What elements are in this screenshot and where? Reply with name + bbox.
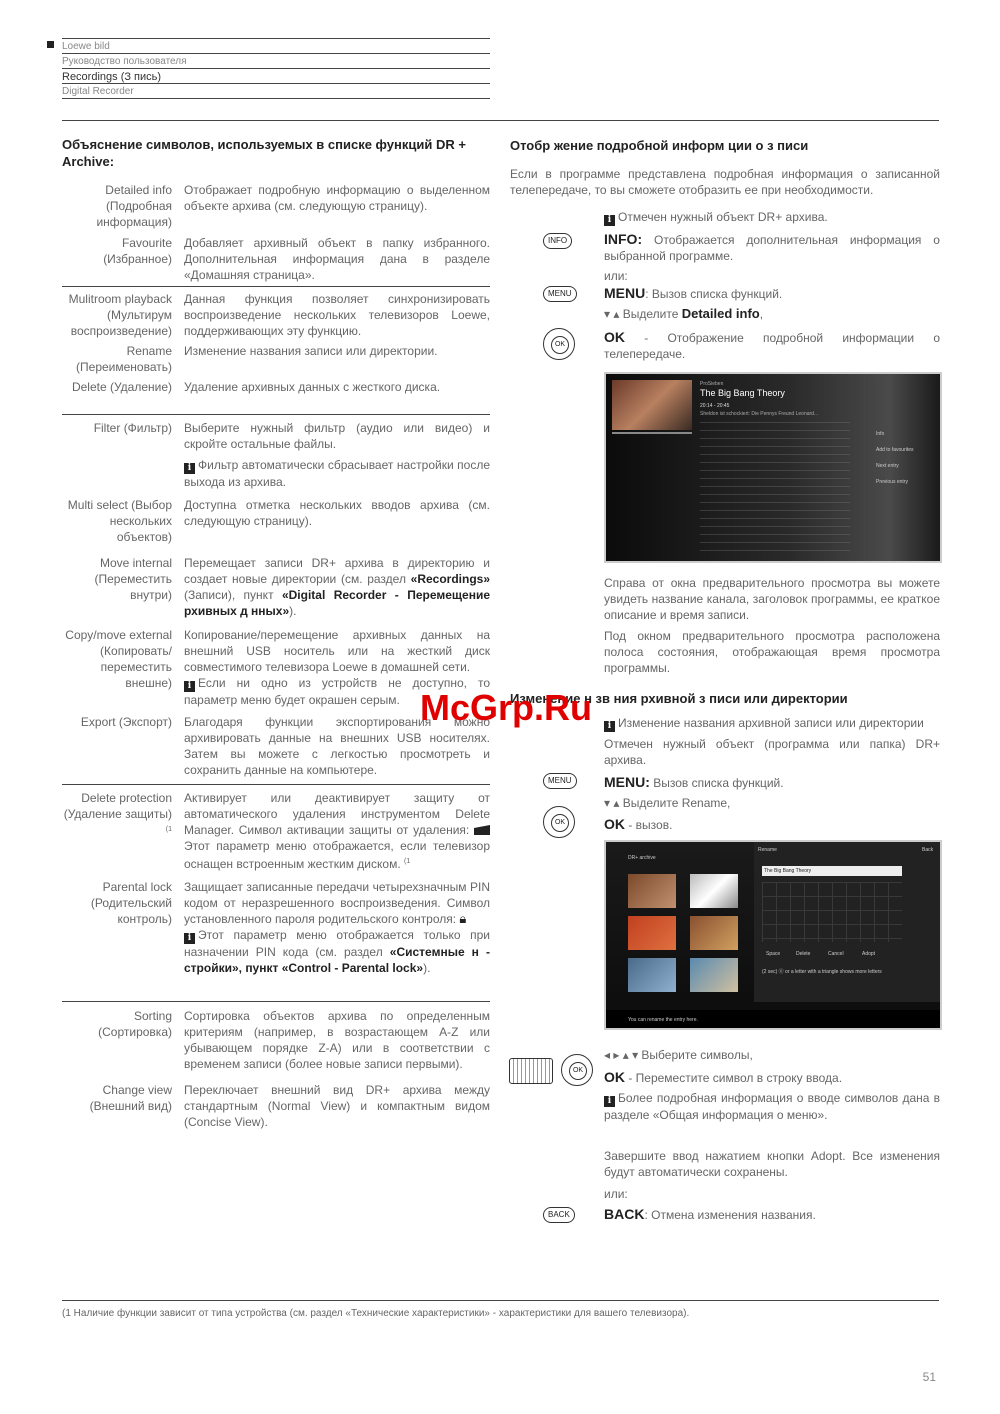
ok-label: OK	[551, 336, 569, 354]
term: Multi select (Выбор нескольких объектов)	[67, 498, 172, 544]
thumb-6[interactable]	[690, 958, 738, 992]
watermark-logo: McGrp.Ru	[420, 687, 593, 728]
program-details-lines	[700, 422, 850, 552]
menu-key-icon: MENU	[543, 773, 577, 789]
term: Filter (Фильтр)	[93, 421, 172, 435]
ok-button-icon	[543, 806, 575, 838]
link-recordings: «Recordings»	[410, 572, 490, 586]
tv-rename-screenshot	[604, 840, 942, 1030]
desc: Переключает внешний вид DR+ архива между стандартным (Normal View) и компактным видом (Concise View).	[184, 1083, 490, 1129]
right-section-title-1: Отобр жение подробной информ ции о з писи	[510, 138, 809, 153]
info-step	[604, 231, 940, 264]
desc: Изменение названия записи или директории.	[184, 344, 438, 358]
back-step	[604, 1206, 940, 1223]
separator	[62, 286, 490, 287]
term: Detailed info (Подробная информация)	[96, 183, 172, 229]
select-step-2: ▾ ▴ Выделите Rename,	[604, 796, 731, 810]
term: Rename (Переименовать)	[76, 344, 172, 374]
desc-part: ).	[289, 604, 297, 618]
separator	[62, 1001, 490, 1002]
rename-input[interactable]	[762, 866, 902, 876]
menu-step	[604, 285, 940, 302]
menu-step-2	[604, 774, 940, 791]
desc: Добавляет архивный объект в папку избранного. Дополнительная информация дана в разделе «Домашняя страница».	[184, 236, 490, 282]
desc-part: Перемещает записи DR+ архива в директорию и создает новые директории (см. раздел	[184, 556, 490, 586]
menu-label: MENU:	[604, 774, 650, 790]
term: Favourite (Избранное)	[103, 236, 172, 266]
desc: Данная функция позволяет синхронизировать воспроизведение нескольких телевизоров Loewe, поддерживающих эту функцию.	[184, 292, 490, 338]
menu-item[interactable]: Next entry	[876, 463, 899, 469]
term: Delete protection (Удаление защиты)	[63, 791, 172, 821]
or-text: или:	[604, 1187, 628, 1201]
menu-divider	[864, 374, 865, 561]
ok-text: - Переместите символ в строку ввода.	[625, 1071, 843, 1085]
more-info	[604, 1090, 940, 1123]
lock-icon: 🔒︎	[459, 911, 467, 926]
preview-image	[612, 380, 692, 430]
note-text: Более подробная информация о вводе символов дана в разделе «Общая информация о меню».	[604, 1091, 940, 1122]
info-key-icon: INFO	[543, 233, 572, 249]
desc: Выберите нужный фильтр (аудио или видео) и скройте остальные файлы.	[184, 421, 490, 451]
desc: Сортировка объектов архива по определенным критериям (например, в возрастающем A-Z или убывающем порядке Z-A) или в соответствии с временем записи (более новые записи первыми).	[184, 1009, 490, 1071]
separator	[62, 414, 490, 415]
thumb-4[interactable]	[690, 916, 738, 950]
finish-text: Завершите ввод нажатием кнопки Adopt. Все изменения будут автоматически сохранены.	[604, 1149, 940, 1179]
desc: Копирование/перемещение архивных данных на внешний USB носитель или на жесткий диск совместимого телевизора Loewe в домашней сети.	[184, 628, 490, 674]
header-line-3: Digital Recorder	[62, 83, 490, 99]
program-title: The Big Bang Theory	[700, 388, 785, 398]
rename-marked: Отмечен нужный объект (программа или папка) DR+ архива.	[604, 737, 940, 767]
back-key-icon: BACK	[543, 1207, 575, 1223]
select-item: Detailed info	[681, 306, 760, 321]
left-section-title: Объяснение символов, используемых в списке функций DR + Archive:	[62, 137, 466, 169]
thumb-3[interactable]	[628, 916, 676, 950]
menu-label: MENU	[604, 285, 646, 301]
ok-label: OK	[551, 814, 569, 832]
thumb-2[interactable]	[690, 874, 738, 908]
menu-item[interactable]: Previous entry	[876, 479, 908, 485]
footnote-ref: (1	[404, 858, 411, 865]
ok-button-icon	[543, 328, 575, 360]
thumb-1[interactable]	[628, 874, 676, 908]
arrows-step: ◂ ▸ ▴ ▾ Выберите символы,	[604, 1048, 753, 1062]
program-time: 20:14 - 20:45	[700, 403, 730, 409]
keyboard-icon	[509, 1058, 553, 1084]
keyboard-hint: (2 sec) ⓪ or a letter with a triangle shows more letters	[762, 969, 882, 975]
desc: Доступна отметка нескольких вводов архива (см. следующую страницу).	[184, 498, 490, 528]
desc-part: (Записи), пункт	[184, 588, 282, 602]
input-value: The Big Bang Theory	[764, 868, 812, 874]
header-bullet	[47, 41, 54, 48]
header-line-1: Руководство пользователя	[62, 53, 490, 69]
term: Change view (Внешний вид)	[89, 1083, 172, 1113]
menu-item[interactable]: Add to favourites	[876, 447, 914, 453]
note-text: Фильтр автоматически сбрасывает настройки после выхода из архива.	[184, 458, 490, 489]
status-text: You can rename the entry here.	[628, 1017, 698, 1023]
step-marked	[604, 209, 940, 226]
onscreen-keyboard[interactable]	[762, 882, 902, 942]
info-icon: i	[604, 215, 615, 226]
desc: Активирует или деактивирует защиту от автоматического удаления инструментом Delete Manager. Символ активации защиты от удаления:	[184, 791, 490, 837]
term: Sorting (Сортировка)	[98, 1009, 172, 1039]
desc: Этот параметр меню отображается, если телевизор оснащен встроенным жестким диском.	[184, 839, 490, 871]
channel-name: ProSieben	[700, 381, 724, 387]
menu-text: : Вызов списка функций.	[645, 287, 783, 301]
menu-key-icon: MENU	[543, 286, 577, 302]
ok-text: - Отображение подробной информации о телепередаче.	[604, 331, 940, 361]
intro-text: Если в программе представлена подробная информация о записанной телепередаче, то вы сможете отобразить ее при необходимости.	[510, 167, 940, 197]
link-digital-recorder: «Digital Recorder - Перемещение рхивных д нных»	[184, 588, 490, 618]
select-text: ▾ ▴ Выделите	[604, 307, 682, 321]
term: Move internal (Переместить внутри)	[94, 556, 172, 602]
footer-rule	[62, 1300, 939, 1301]
term: Mulitroom playback (Мультирум воспроизведение)	[68, 292, 172, 338]
term: Parental lock (Родительский контроль)	[90, 880, 172, 926]
info-icon: i	[184, 933, 195, 944]
footnote: (1 Наличие функции зависит от типа устройства (см. раздел «Технические характеристики» - характеристики для вашего телевизора).	[62, 1308, 690, 1319]
note-text: ).	[423, 961, 431, 975]
menu-item[interactable]: Info	[876, 431, 885, 437]
ok-label: OK	[604, 329, 625, 345]
footnote-ref: (1	[165, 826, 172, 833]
progress-bar	[612, 432, 692, 434]
ok-label: OK	[604, 1069, 625, 1085]
back-text: : Отмена изменения названия.	[644, 1208, 816, 1222]
caption-2: Под окном предварительного просмотра расположена полоса состояния, отображающая время просмотра программы.	[604, 629, 940, 675]
key-adopt[interactable]: Adopt	[862, 951, 876, 957]
desc: Удаление архивных данных с жесткого диска.	[184, 380, 441, 394]
header-brand: Loewe bild	[62, 38, 490, 54]
ok-step	[604, 329, 940, 362]
header-line-2: Recordings (З пись)	[62, 68, 490, 84]
note-text: Если ни одно из устройств не доступно, то параметр меню будет окрашен серым.	[184, 676, 490, 707]
menu-text: Вызов списка функций.	[649, 776, 784, 790]
top-rule	[62, 120, 939, 121]
info-label: INFO:	[604, 231, 643, 247]
ok-step-2	[604, 816, 940, 833]
key-cancel[interactable]: Cancel	[828, 951, 844, 957]
right-section-title-2: Изменение н зв ния рхивной з писи или директории	[510, 691, 848, 706]
program-desc: Sheldon ist schockiert: Die Pennys Freund Leonard...	[700, 411, 819, 417]
term: Delete (Удаление)	[71, 380, 172, 394]
page-number: 51	[922, 1370, 936, 1384]
term: Export (Экспорт)	[80, 715, 172, 729]
note-text: Этот параметр меню отображается только при назначении PIN кода (см. раздел	[184, 928, 490, 959]
desc: Отображает подробную информацию о выделенном объекте архива (см. следующую страницу).	[184, 183, 490, 213]
back-label: BACK	[604, 1206, 645, 1222]
info-icon: i	[184, 463, 195, 474]
caption-1: Справа от окна предварительного просмотра вы можете увидеть название канала, заголовок программы, ее краткое описание и время записи.	[604, 576, 940, 622]
ok-text: - вызов.	[625, 818, 673, 832]
delete-protection-icon	[474, 825, 490, 835]
tv-detail-screenshot	[604, 372, 942, 563]
info-text: Отображается дополнительная информация о выбранной программе.	[604, 233, 940, 263]
select-step: ▾ ▴ Выделите Detailed info,	[604, 306, 764, 321]
note-text: Изменение названия архивной записи или директории	[618, 716, 924, 730]
rename-note	[604, 715, 940, 732]
ok-label: OK	[604, 816, 625, 832]
key-delete[interactable]: Delete	[796, 951, 811, 957]
archive-header: DR+ archive	[628, 855, 656, 861]
ok-label: OK	[569, 1062, 587, 1080]
ok-button-icon	[561, 1054, 593, 1086]
or-text: или:	[604, 269, 628, 283]
desc: Защищает записанные передачи четырехзначным PIN кодом от неразрешенного воспроизведения. Символ установленного пароля родительского контроля:	[184, 880, 490, 926]
dialog-title: Rename	[758, 847, 777, 853]
term: Copy/move external (Копировать/переместить внешне)	[65, 628, 172, 690]
info-icon: i	[604, 1096, 615, 1107]
back-label[interactable]: Back	[922, 847, 934, 853]
header-bottom-rule	[62, 98, 490, 99]
separator	[62, 784, 490, 785]
info-icon: i	[184, 681, 195, 692]
desc: Благодаря функции экспортирования можно архивировать данные на внешних USB носителях. Затем вы можете с легкостью просмотреть и сохранить данные на компьютере.	[184, 715, 490, 777]
key-space[interactable]: Space	[766, 951, 781, 957]
info-icon: i	[604, 721, 615, 732]
ok-step-3	[604, 1069, 940, 1086]
link-system-settings: «Системные н - стройки», пункт «Control - Parental lock»	[184, 945, 490, 975]
step-text: Отмечен нужный объект DR+ архива.	[618, 210, 828, 224]
thumb-5[interactable]	[628, 958, 676, 992]
